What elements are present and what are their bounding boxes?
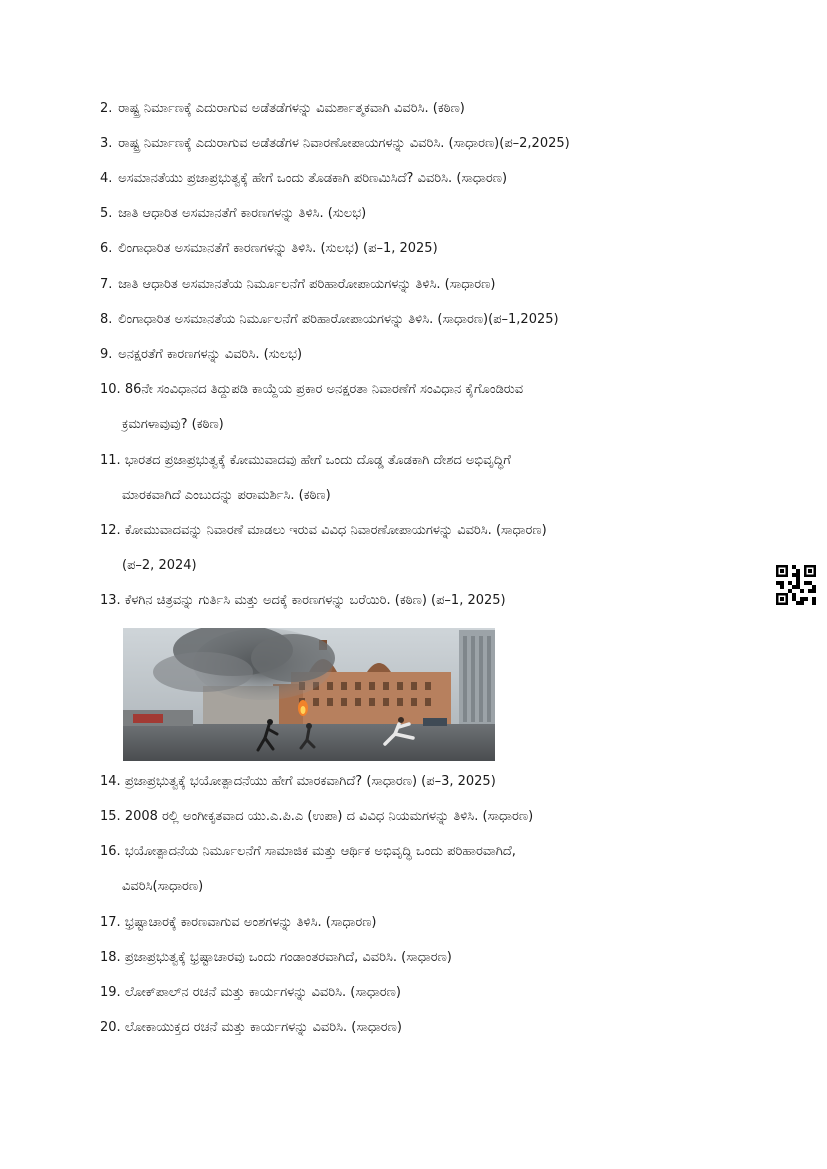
question-number: 3. [100, 136, 113, 151]
question-12-continuation: (ಪ–2, 2024) [122, 558, 197, 573]
question-number: 18. [100, 950, 121, 965]
question-number: 14. [100, 774, 121, 789]
question-11 [100, 452, 720, 470]
question-text: ಪ್ರಜಾಪ್ರಭುತ್ವಕ್ಕೆ ಭ್ರಷ್ಟಾಚಾರವು ಒಂದು ಗಂಡಾಂತರವಾಗಿದೆ, ವಿವರಿಸಿ. (ಸಾಧಾರಣ) [124, 950, 452, 965]
question-11-continuation: ಮಾರಕವಾಗಿದೆ ಎಂಬುದನ್ನು ಪರಾಮರ್ಶಿಸಿ. (ಕಠಿಣ) [122, 488, 331, 503]
question-number: 8. [100, 312, 113, 327]
question-13 [100, 592, 720, 610]
question-16-continuation: ವಿವರಿಸಿ(ಸಾಧಾರಣ) [122, 879, 204, 894]
question-7 [100, 276, 720, 294]
question-number: 6. [100, 241, 113, 256]
question-16 [100, 843, 720, 861]
question-15 [100, 808, 720, 826]
question-text: ಲಿಂಗಾಧಾರಿತ ಅಸಮಾನತೆಗೆ ಕಾರಣಗಳನ್ನು ತಿಳಿಸಿ. (ಸುಲಭ) (ಪ–1, 2025) [118, 241, 438, 256]
question-number: 2. [100, 101, 113, 116]
question-14 [100, 773, 720, 791]
qr-code-graphic [776, 565, 816, 605]
question-3 [100, 135, 720, 153]
question-text: ಭಾರತದ ಪ್ರಜಾಪ್ರಭುತ್ವಕ್ಕೆ ಕೋಮುವಾದವು ಹೇಗೆ ಒಂದು ದೊಡ್ಡ ತೊಡಕಾಗಿ ದೇಶದ ಅಭಿವೃದ್ಧಿಗೆ [124, 453, 511, 468]
question-number: 16. [100, 844, 121, 859]
question-number: 11. [100, 453, 121, 468]
question-text: ಲೋಕ್‌ಪಾಲ್‌ನ ರಚನೆ ಮತ್ತು ಕಾರ್ಯಗಳನ್ನು ವಿವರಿಸಿ. (ಸಾಧಾರಣ) [124, 985, 401, 1000]
question-number: 15. [100, 809, 121, 824]
question-number: 20. [100, 1020, 121, 1035]
question-2 [100, 100, 720, 118]
question-18 [100, 949, 720, 967]
question-text: ಭಯೋತ್ಪಾದನೆಯ ನಿರ್ಮೂಲನೆಗೆ ಸಾಮಾಜಿಕ ಮತ್ತು ಆರ್ಥಿಕ ಅಭಿವೃದ್ಧಿ ಒಂದು ಪರಿಹಾರವಾಗಿದೆ, [124, 844, 516, 859]
question-17 [100, 914, 720, 932]
question-text: ರಾಷ್ಟ್ರ ನಿರ್ಮಾಣಕ್ಕೆ ಎದುರಾಗುವ ಅಡೆತಡೆಗಳನ್ನು ವಿಮರ್ಶಾತ್ಮಕವಾಗಿ ವಿವರಿಸಿ. (ಕಠಿಣ) [118, 101, 465, 116]
question-text: ಜಾತಿ ಆಧಾರಿತ ಅಸಮಾನತೆಗೆ ಕಾರಣಗಳನ್ನು ತಿಳಿಸಿ. (ಸುಲಭ) [118, 206, 367, 221]
question-number: 12. [100, 523, 121, 538]
question-19 [100, 984, 720, 1002]
question-number: 10. [100, 382, 121, 397]
question-6 [100, 240, 720, 258]
question-number: 17. [100, 915, 121, 930]
question-text: 2008 ರಲ್ಲಿ ಅಂಗೀಕೃತವಾದ ಯು.ಎ.ಪಿ.ಎ (ಉಪಾ) ದ ವಿವಿಧ ನಿಯಮಗಳನ್ನು ತಿಳಿಸಿ. (ಸಾಧಾರಣ) [124, 809, 534, 824]
question-text: ಕೋಮುವಾದವನ್ನು ನಿವಾರಣೆ ಮಾಡಲು ಇರುವ ವಿವಿಧ ನಿವಾರಣೋಪಾಯಗಳನ್ನು ವಿವರಿಸಿ. (ಸಾಧಾರಣ) [124, 523, 547, 538]
question-text: ಅನಕ್ಷರತೆಗೆ ಕಾರಣಗಳನ್ನು ವಿವರಿಸಿ. (ಸುಲಭ) [118, 347, 303, 362]
question-10-continuation: ಕ್ರಮಗಳಾವುವು? (ಕಠಿಣ) [122, 417, 224, 432]
question-number: 9. [100, 347, 113, 362]
question-20 [100, 1019, 720, 1037]
question-number: 13. [100, 593, 121, 608]
question-text: ಅಸಮಾನತೆಯು ಪ್ರಜಾಪ್ರಭುತ್ವಕ್ಕೆ ಹೇಗೆ ಒಂದು ತೊಡಕಾಗಿ ಪರಿಣಮಿಸಿದೆ? ವಿವರಿಸಿ. (ಸಾಧಾರಣ) [118, 171, 508, 186]
question-text: ರಾಷ್ಟ್ರ ನಿರ್ಮಾಣಕ್ಕೆ ಎದುರಾಗುವ ಅಡೆತಡೆಗಳ ನಿವಾರಣೋಪಾಯಗಳನ್ನು ವಿವರಿಸಿ. (ಸಾಧಾರಣ)(ಪ–2,2025) [118, 136, 570, 151]
qr-code-icon [776, 565, 816, 605]
question-8 [100, 311, 720, 329]
question-text: ಜಾತಿ ಆಧಾರಿತ ಅಸಮಾನತೆಯ ನಿರ್ಮೂಲನೆಗೆ ಪರಿಹಾರೋಪಾಯಗಳನ್ನು ತಿಳಿಸಿ. (ಸಾಧಾರಣ) [118, 277, 496, 292]
question-5 [100, 205, 720, 223]
question-text: ಕೆಳಗಿನ ಚಿತ್ರವನ್ನು ಗುರ್ತಿಸಿ ಮತ್ತು ಅದಕ್ಕೆ ಕಾರಣಗಳನ್ನು ಬರೆಯಿರಿ. (ಕಠಿಣ) (ಪ–1, 2025) [124, 593, 506, 608]
question-12 [100, 522, 720, 540]
question-text: ಲಿಂಗಾಧಾರಿತ ಅಸಮಾನತೆಯ ನಿರ್ಮೂಲನೆಗೆ ಪರಿಹಾರೋಪಾಯಗಳನ್ನು ತಿಳಿಸಿ. (ಸಾಧಾರಣ)(ಪ–1,2025) [118, 312, 559, 327]
question-number: 5. [100, 206, 113, 221]
terror-attack-photo [123, 628, 495, 761]
question-number: 19. [100, 985, 121, 1000]
question-10 [100, 381, 720, 399]
question-text: ಭ್ರಷ್ಟಾಚಾರಕ್ಕೆ ಕಾರಣವಾಗುವ ಅಂಶಗಳನ್ನು ತಿಳಿಸಿ. (ಸಾಧಾರಣ) [124, 915, 377, 930]
question-number: 7. [100, 277, 113, 292]
photo-illustration [123, 628, 495, 761]
question-text: ಲೋಕಾಯುಕ್ತದ ರಚನೆ ಮತ್ತು ಕಾರ್ಯಗಳನ್ನು ವಿವರಿಸಿ. (ಸಾಧಾರಣ) [124, 1020, 402, 1035]
question-number: 4. [100, 171, 113, 186]
question-9 [100, 346, 720, 364]
question-text: ಪ್ರಜಾಪ್ರಭುತ್ವಕ್ಕೆ ಭಯೋತ್ಪಾದನೆಯು ಹೇಗೆ ಮಾರಕವಾಗಿದೆ? (ಸಾಧಾರಣ) (ಪ–3, 2025) [124, 774, 496, 789]
question-text: 86ನೇ ಸಂವಿಧಾನದ ತಿದ್ದುಪಡಿ ಕಾಯ್ದೆಯ ಪ್ರಕಾರ ಅನಕ್ಷರತಾ ನಿವಾರಣೆಗೆ ಸಂವಿಧಾನ ಕೈಗೊಂಡಿರುವ [124, 382, 524, 397]
question-4 [100, 170, 720, 188]
